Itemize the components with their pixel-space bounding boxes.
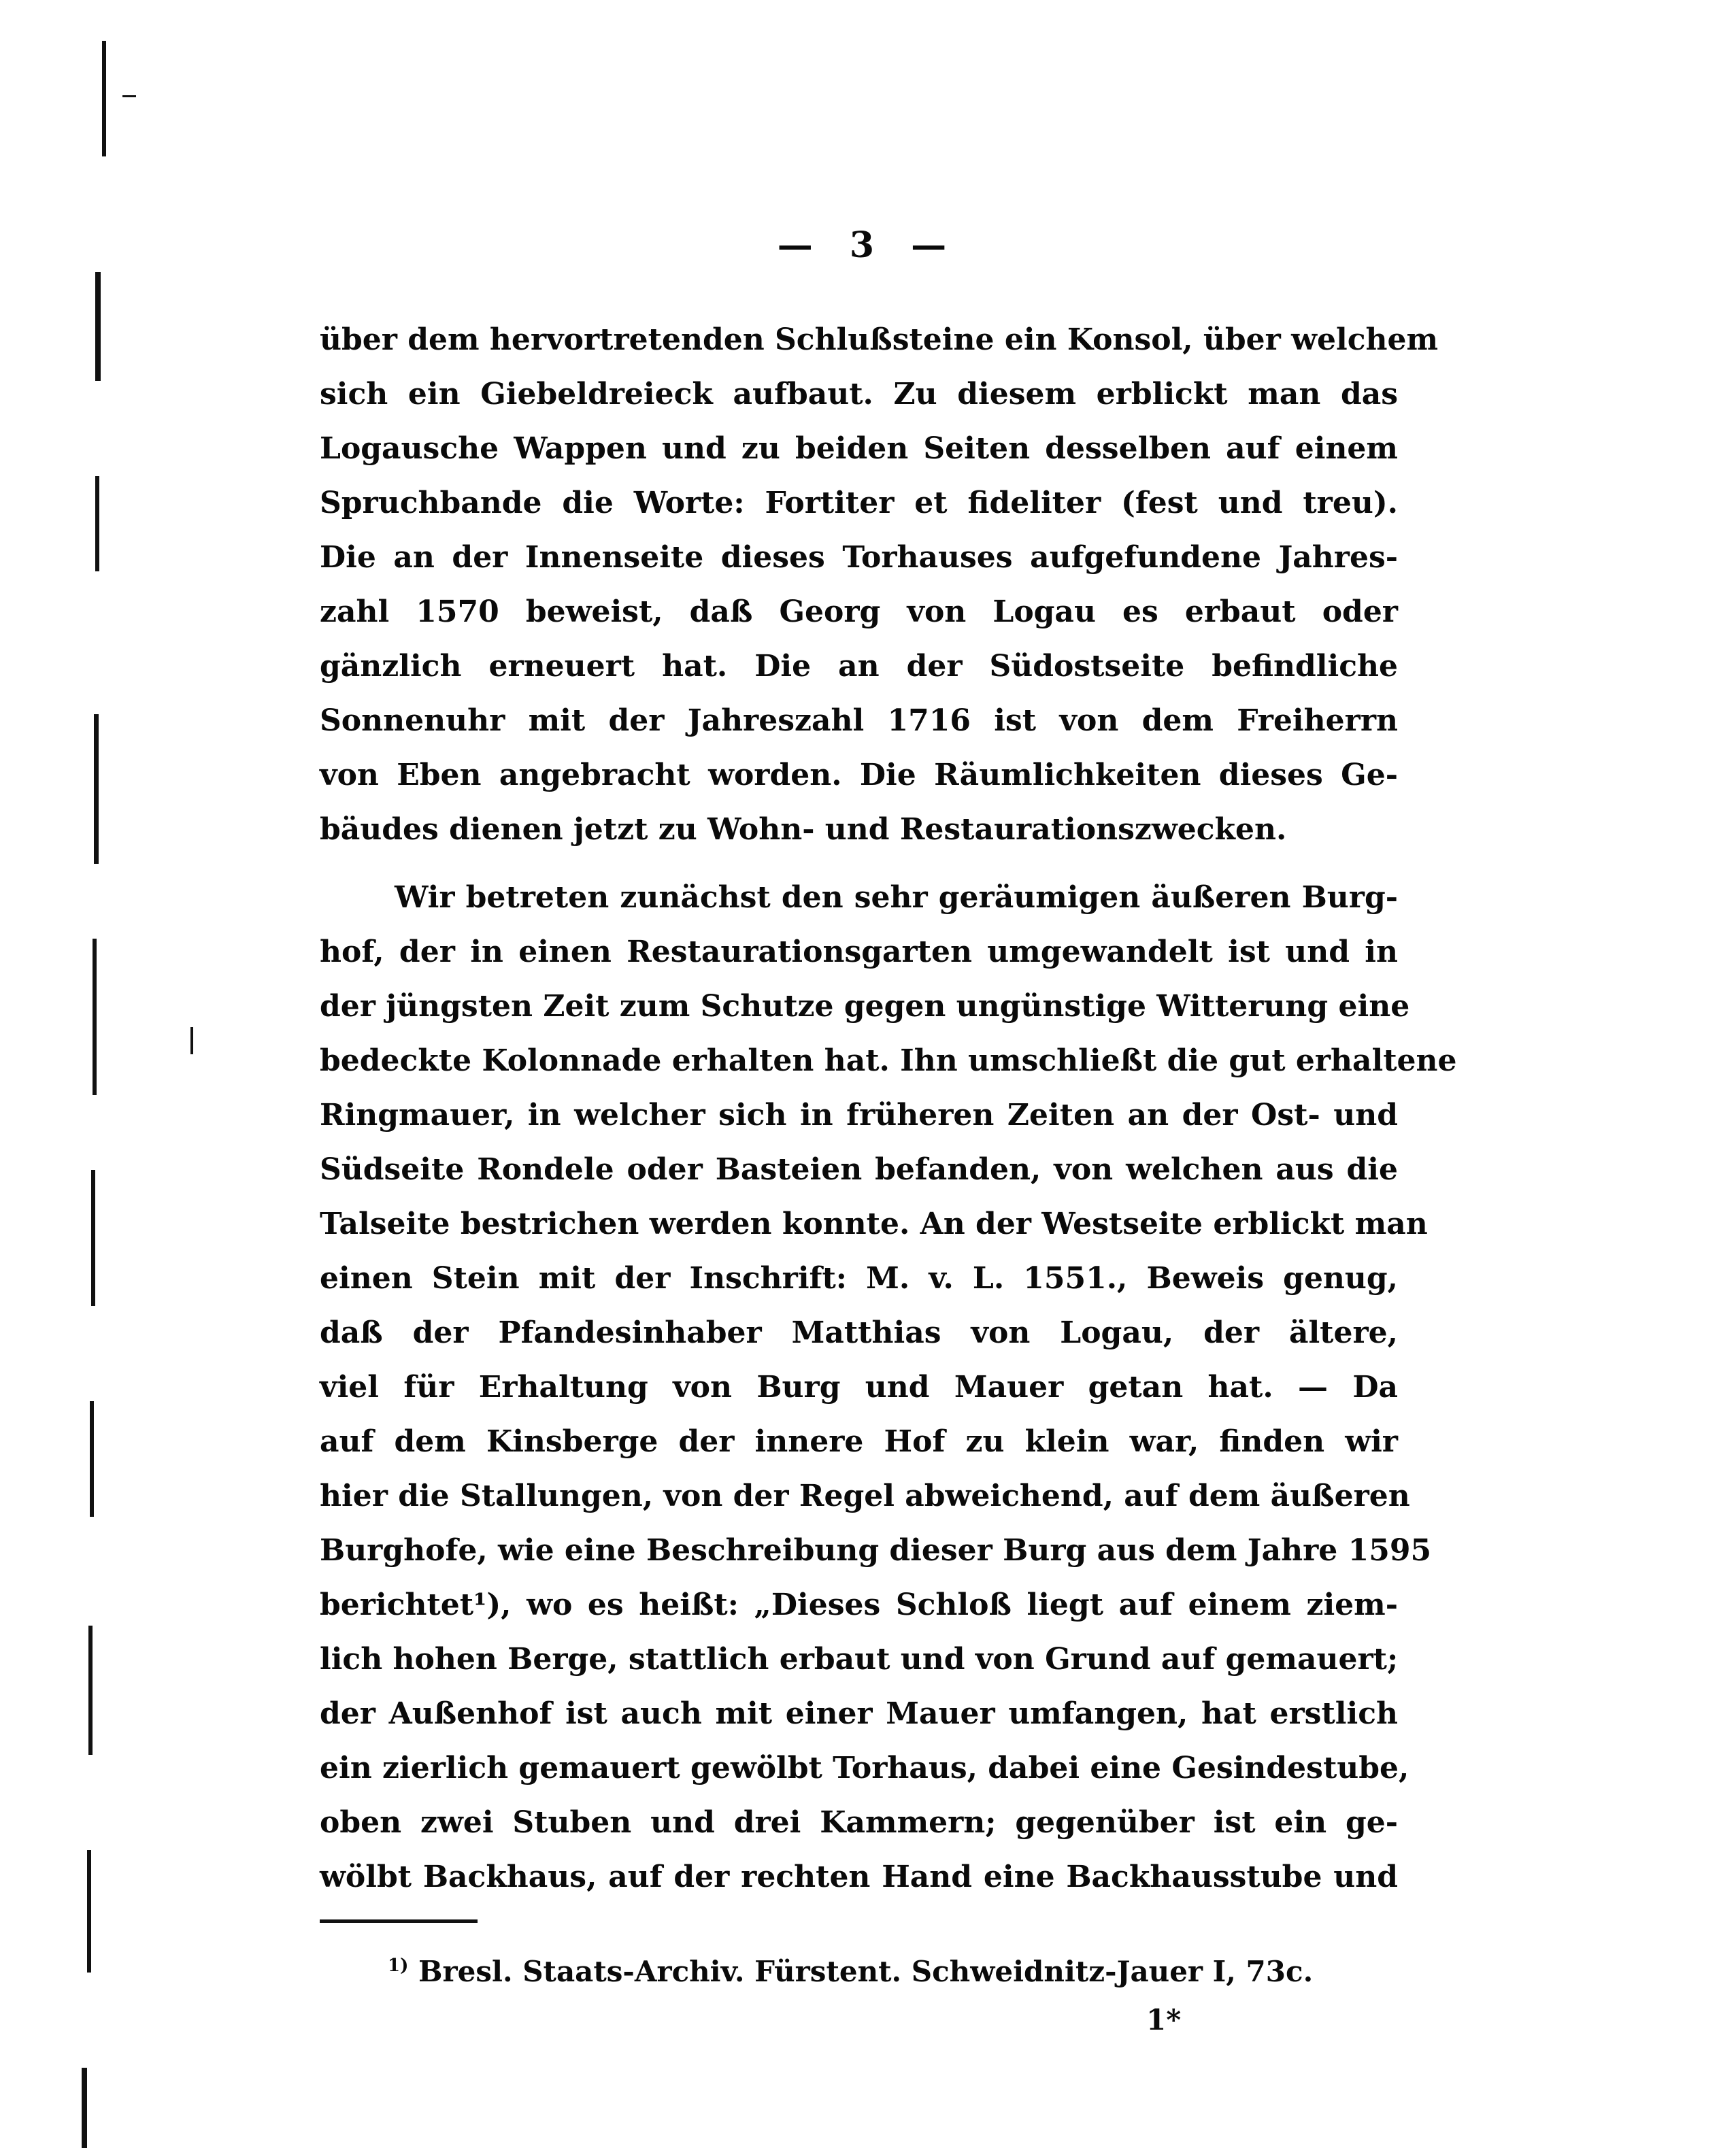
footnote-marker: 1) — [388, 1956, 409, 1976]
page-number: — 3 — — [777, 224, 959, 266]
text-line: hof, der in einen Restaurationsgarten umgewandelt ist und in — [320, 935, 1398, 969]
footnote — [388, 1945, 1313, 1992]
scan-edge-mark — [82, 2068, 87, 2148]
text-line: der jüngsten Zeit zum Schutze gegen ungünstige Witterung eine — [320, 989, 1410, 1024]
scan-edge-mark — [95, 476, 99, 571]
text-line: bedeckte Kolonnade erhalten hat. Ihn umschließt die gut erhaltene — [320, 1043, 1457, 1078]
paragraph-1 — [320, 313, 1439, 857]
text-line: daß der Pfandesinhaber Matthias von Logau, der ältere, — [320, 1315, 1398, 1350]
text-line: Sonnenuhr mit der Jahreszahl 1716 ist von dem Freiherrn — [320, 703, 1398, 738]
scan-edge-mark — [91, 1170, 95, 1306]
scan-edge-mark — [88, 1626, 93, 1755]
text-line: ein zierlich gemauert gewölbt Torhaus, dabei eine Gesindestube, — [320, 1751, 1409, 1785]
scan-edge-mark — [90, 1401, 94, 1517]
scan-edge-mark — [102, 41, 106, 156]
text-line: viel für Erhaltung von Burg und Mauer getan hat. — Da — [320, 1370, 1398, 1405]
scan-edge-mark — [190, 1027, 193, 1054]
text-line: hier die Stallungen, von der Regel abweichend, auf dem äußeren — [320, 1479, 1410, 1513]
text-line: bäudes dienen jetzt zu Wohn- und Restaurationszwecken. — [320, 812, 1287, 847]
text-line: auf dem Kinsberge der innere Hof zu klein war, finden wir — [320, 1424, 1398, 1459]
text-line: wölbt Backhaus, auf der rechten Hand eine Backhausstube und — [320, 1860, 1398, 1894]
text-line: Wir betreten zunächst den sehr geräumigen äußeren Burg- — [395, 880, 1398, 915]
text-line: lich hohen Berge, stattlich erbaut und von Grund auf gemauert; — [320, 1642, 1399, 1677]
text-line: oben zwei Stuben und drei Kammern; gegenüber ist ein ge- — [320, 1805, 1398, 1840]
text-line: gänzlich erneuert hat. Die an der Südostseite befindliche — [320, 649, 1398, 684]
text-line: berichtet¹), wo es heißt: „Dieses Schloß liegt auf einem ziem- — [320, 1588, 1398, 1622]
scan-edge-mark — [93, 939, 97, 1095]
scan-edge-mark — [95, 272, 101, 381]
signature-mark: 1* — [1146, 2003, 1182, 2036]
text-line: der Außenhof ist auch mit einer Mauer umfangen, hat erstlich — [320, 1696, 1398, 1731]
scan-edge-mark — [122, 95, 136, 97]
scan-edge-mark — [87, 1850, 91, 1973]
text-line: zahl 1570 beweist, daß Georg von Logau es erbaut oder — [320, 594, 1398, 629]
footnote-divider — [320, 1919, 478, 1923]
text-line: Logausche Wappen und zu beiden Seiten desselben auf einem — [320, 431, 1398, 466]
text-line: von Eben angebracht worden. Die Räumlichkeiten dieses Ge- — [320, 758, 1398, 792]
paragraph-2 — [320, 871, 1457, 1904]
text-line: über dem hervortretenden Schlußsteine ein Konsol, über welchem — [320, 322, 1439, 357]
text-line: Spruchbande die Worte: Fortiter et fideliter (fest und treu). — [320, 486, 1398, 520]
text-line: einen Stein mit der Inschrift: M. v. L. 1551., Beweis genug, — [320, 1261, 1398, 1296]
footnote-text: Bresl. Staats-Archiv. Fürstent. Schweidnitz-Jauer I, 73c. — [418, 1955, 1314, 1988]
text-line: Talseite bestrichen werden konnte. An der Westseite erblickt man — [320, 1207, 1428, 1241]
scan-edge-mark — [94, 714, 99, 864]
text-line: Ringmauer, in welcher sich in früheren Zeiten an der Ost- und — [320, 1098, 1398, 1132]
text-line: Südseite Rondele oder Basteien befanden, von welchen aus die — [320, 1152, 1398, 1187]
text-line: Burghofe, wie eine Beschreibung dieser Burg aus dem Jahre 1595 — [320, 1533, 1432, 1568]
text-line: sich ein Giebeldreieck aufbaut. Zu diesem erblickt man das — [320, 377, 1398, 412]
text-line: Die an der Innenseite dieses Torhauses aufgefundene Jahres- — [320, 540, 1398, 575]
